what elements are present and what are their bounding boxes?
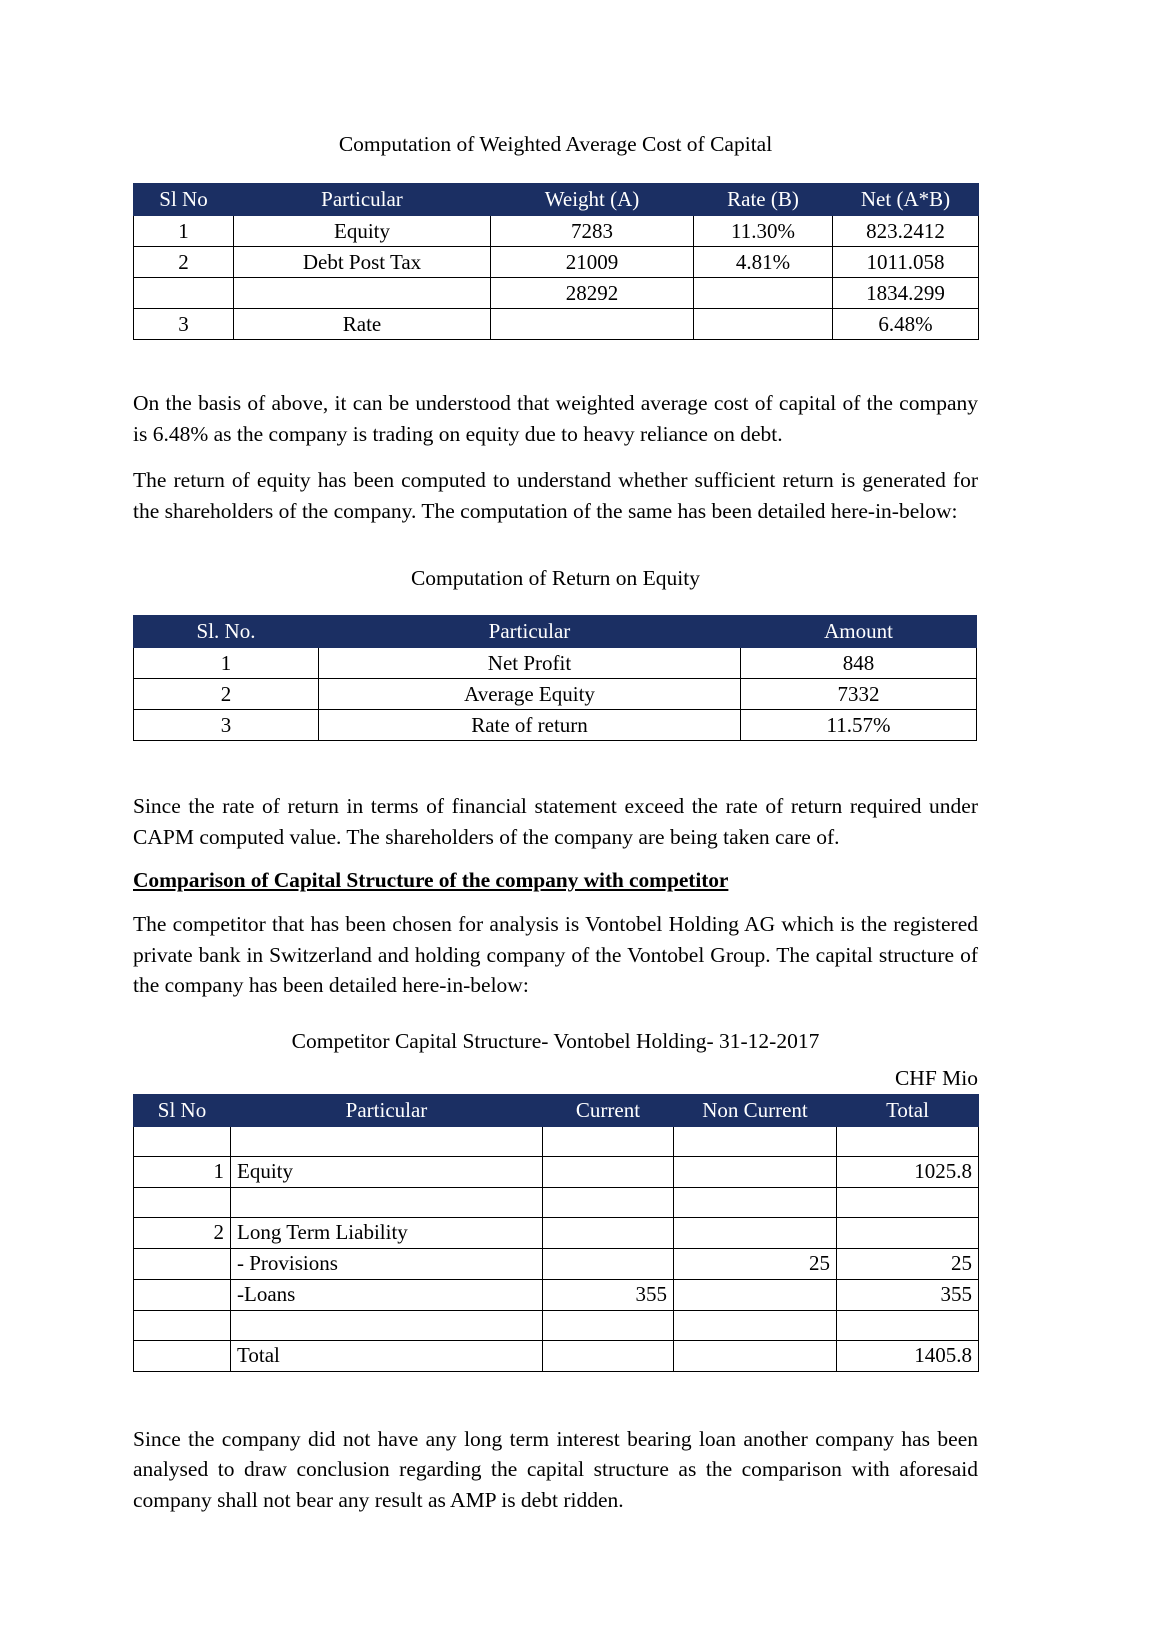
competitor-header-slno: Sl No [134,1094,231,1126]
wacc-header-slno: Sl No [134,184,234,216]
table-competitor-caption: Competitor Capital Structure- Vontobel Holding- 31-12-2017 [291,1028,820,1053]
competitor-cell-slno [134,1340,231,1371]
competitor-cell-current [543,1310,674,1340]
competitor-cell-slno: 2 [134,1217,231,1248]
table-row [134,1126,979,1156]
wacc-cell-slno: 3 [134,309,234,340]
competitor-cell-total: 25 [837,1248,979,1279]
paragraph-roe-intro: The return of equity has been computed to understand whether sufficient return is generated for the shareholders of the company. The computation of the same has been detailed here-in-below: [133,468,978,523]
competitor-cell-particular: -Loans [231,1279,543,1310]
table-row [134,679,977,710]
wacc-cell-weight [491,309,694,340]
competitor-cell-particular [231,1126,543,1156]
competitor-cell-slno [134,1279,231,1310]
paragraph-wacc-conclusion: On the basis of above, it can be understood that weighted average cost of capital of the company is 6.48% as the company is trading on equity due to heavy reliance on debt. [133,391,978,446]
document-content [133,130,978,1515]
competitor-cell-current [543,1217,674,1248]
competitor-cell-noncurrent [674,1279,837,1310]
competitor-capital-structure-table [133,1094,979,1372]
wacc-cell-weight: 21009 [491,247,694,278]
roe-table [133,615,977,741]
competitor-header-particular: Particular [231,1094,543,1126]
table-row [134,1279,979,1310]
roe-cell-slno: 2 [134,679,319,710]
roe-cell-slno: 3 [134,710,319,741]
wacc-cell-net: 1834.299 [833,278,979,309]
competitor-cell-current: 355 [543,1279,674,1310]
roe-cell-slno: 1 [134,648,319,679]
section-heading-capital-structure-comparison: Comparison of Capital Structure of the company with competitor [133,868,729,893]
competitor-cell-noncurrent [674,1340,837,1371]
wacc-header-rate: Rate (B) [694,184,833,216]
wacc-cell-weight: 7283 [491,216,694,247]
competitor-cell-slno [134,1310,231,1340]
wacc-cell-particular: Debt Post Tax [234,247,491,278]
table-roe-caption: Computation of Return on Equity [410,566,701,591]
competitor-cell-total [837,1310,979,1340]
table-row [134,1187,979,1217]
competitor-cell-total: 1025.8 [837,1156,979,1187]
competitor-cell-particular: Total [231,1340,543,1371]
competitor-cell-particular [231,1187,543,1217]
roe-cell-particular: Average Equity [319,679,741,710]
competitor-cell-particular: Long Term Liability [231,1217,543,1248]
roe-header-amount: Amount [741,616,977,648]
table-row [134,1217,979,1248]
wacc-cell-net: 6.48% [833,309,979,340]
table-row [134,309,979,340]
competitor-cell-noncurrent: 25 [674,1248,837,1279]
competitor-cell-slno [134,1248,231,1279]
table-row [134,247,979,278]
roe-cell-amount: 11.57% [741,710,977,741]
roe-table-header-row [134,616,977,648]
wacc-cell-particular: Rate [234,309,491,340]
table-row [134,1310,979,1340]
roe-cell-amount: 848 [741,648,977,679]
table-row [134,648,977,679]
competitor-cell-current [543,1340,674,1371]
competitor-cell-current [543,1156,674,1187]
competitor-cell-particular: Equity [231,1156,543,1187]
wacc-cell-particular [234,278,491,309]
paragraph-competitor-intro: The competitor that has been chosen for analysis is Vontobel Holding AG which is the registered private bank in Switzerland and holding company of the Vontobel Group. The capital structure of the company has been detailed here-in-below: [133,912,978,998]
competitor-cell-total: 1405.8 [837,1340,979,1371]
competitor-cell-total [837,1187,979,1217]
wacc-cell-net: 823.2412 [833,216,979,247]
competitor-cell-noncurrent [674,1187,837,1217]
wacc-table [133,183,979,340]
roe-cell-particular: Rate of return [319,710,741,741]
competitor-cell-particular: - Provisions [231,1248,543,1279]
wacc-cell-rate [694,309,833,340]
competitor-cell-slno [134,1187,231,1217]
wacc-cell-rate [694,278,833,309]
table-row [134,1340,979,1371]
roe-header-particular: Particular [319,616,741,648]
competitor-header-noncurrent: Non Current [674,1094,837,1126]
competitor-cell-current [543,1187,674,1217]
competitor-header-total: Total [837,1094,979,1126]
wacc-cell-slno [134,278,234,309]
paragraph-competitor-conclusion: Since the company did not have any long term interest bearing loan another company has been analysed to draw conclusion regarding the capital structure as the comparison with aforesaid company shall not bear any result as AMP is debt ridden. [133,1426,978,1512]
competitor-cell-noncurrent [674,1156,837,1187]
competitor-cell-noncurrent [674,1310,837,1340]
wacc-table-header-row [134,184,979,216]
wacc-cell-slno: 2 [134,247,234,278]
competitor-cell-noncurrent [674,1217,837,1248]
competitor-cell-current [543,1248,674,1279]
table-row [134,278,979,309]
roe-header-slno: Sl. No. [134,616,319,648]
wacc-cell-weight: 28292 [491,278,694,309]
wacc-header-net: Net (A*B) [833,184,979,216]
competitor-cell-slno [134,1126,231,1156]
currency-unit-note: CHF Mio [894,1065,978,1090]
table-row [134,710,977,741]
competitor-table-header-row [134,1094,979,1126]
wacc-cell-particular: Equity [234,216,491,247]
wacc-cell-slno: 1 [134,216,234,247]
table-row [134,1156,979,1187]
wacc-header-weight: Weight (A) [491,184,694,216]
table-row [134,1248,979,1279]
wacc-cell-net: 1011.058 [833,247,979,278]
wacc-cell-rate: 11.30% [694,216,833,247]
wacc-header-particular: Particular [234,184,491,216]
table-wacc-caption: Computation of Weighted Average Cost of Capital [338,132,773,156]
competitor-cell-total [837,1126,979,1156]
competitor-cell-current [543,1126,674,1156]
paragraph-roe-conclusion: Since the rate of return in terms of financial statement exceed the rate of return required under CAPM computed value. The shareholders of the company are being taken care of. [133,794,978,849]
competitor-cell-noncurrent [674,1126,837,1156]
competitor-cell-total [837,1217,979,1248]
competitor-cell-particular [231,1310,543,1340]
competitor-cell-slno: 1 [134,1156,231,1187]
wacc-cell-rate: 4.81% [694,247,833,278]
roe-cell-amount: 7332 [741,679,977,710]
competitor-cell-total: 355 [837,1279,979,1310]
table-row [134,216,979,247]
roe-cell-particular: Net Profit [319,648,741,679]
competitor-header-current: Current [543,1094,674,1126]
